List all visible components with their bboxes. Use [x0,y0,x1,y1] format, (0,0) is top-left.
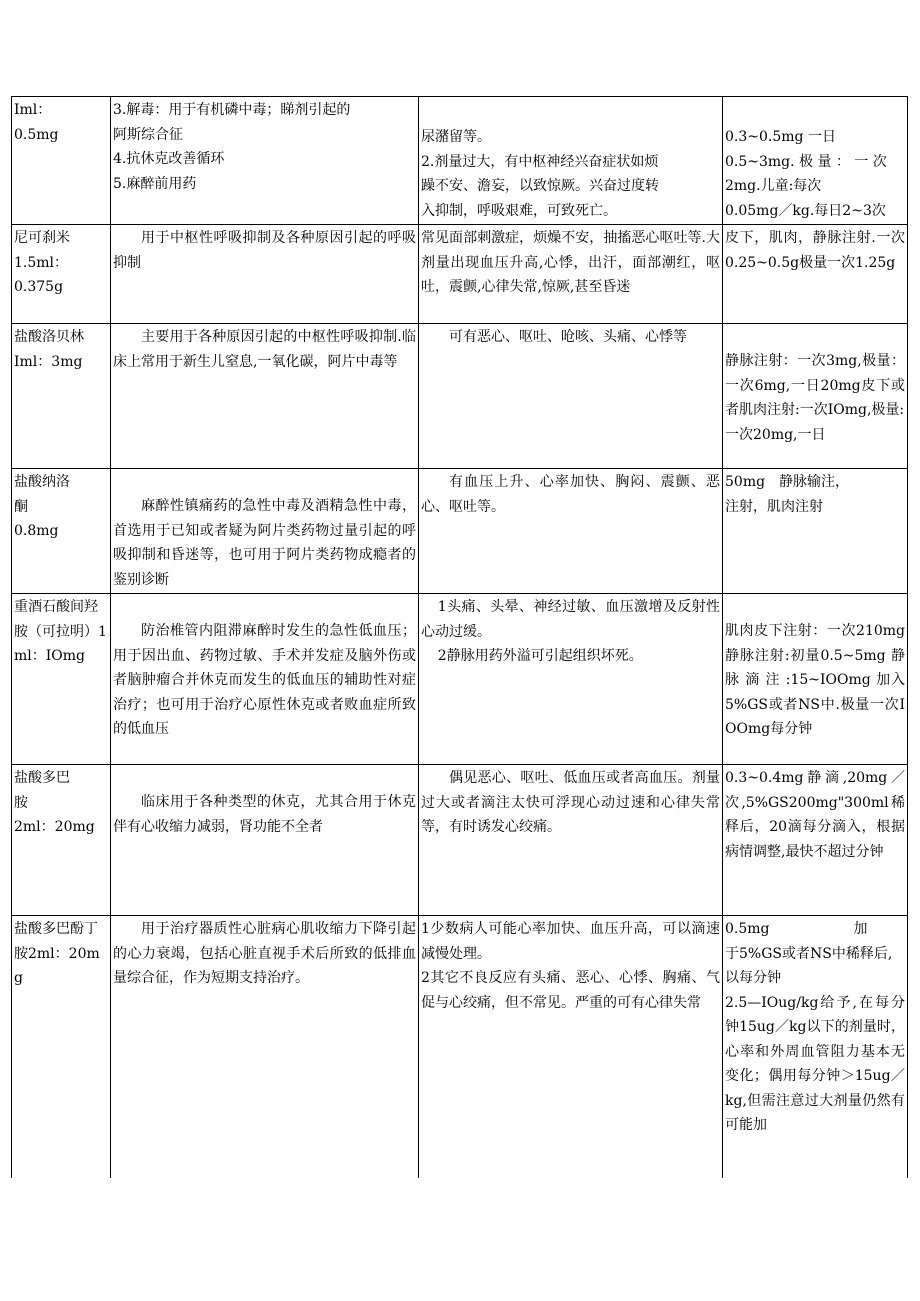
adverse-effect-cell [419,97,723,225]
dosage-text: 皮下，肌肉，静脉注射.一次0.25~0.5g极量一次1.25g [725,230,905,271]
indication-text: 3.解毒：用于有机磷中毒；睇剂引起的 [113,102,351,118]
drug-name-cell [12,765,111,916]
adverse-effect-text: 可有恶心、呕吐、呛咳、头痛、心悸等 [449,329,687,345]
adverse-effect-cell [419,225,723,324]
adverse-effect-cell [419,469,723,594]
indication-text: 4.抗休克改善循环 [113,151,225,167]
adverse-effect-cell [419,594,723,765]
drug-name-text: 盐酸多巴 [14,770,70,786]
adverse-effect-text: 偶见恶心、呕吐、低血压或者高血压。剂量过大或者滴注太快可浮现心动过速和心律失常等，有时诱发心绞痛。 [421,770,720,835]
drug-name-text: 0.375g [14,279,64,295]
indication-cell [111,469,419,594]
drug-name-text: 重酒石酸间羟胺（可拉明）1ml：IOmg [14,599,107,664]
dosage-cell [723,97,908,225]
dosage-text: 0.3~0.4mg静滴,20mg／次,5%GS200mg"300ml稀释后，20滴每分滴入，根据病情调整,最快不超过分钟 [725,770,905,860]
adverse-effect-cell [419,765,723,916]
adverse-effect-text: 有血压上升、心率加快、胸闷、震颤、恶心、呕吐等。 [421,474,720,515]
drug-name-text: 0.8mg [14,523,59,539]
table-row [12,97,908,225]
dosage-cell [723,594,908,765]
table-row [12,765,908,916]
drug-name-text: 尼可刹米 [14,230,70,246]
dosage-text: 0.3~0.5mg 一日 [725,129,836,145]
indication-text: 5.麻醉前用药 [113,175,197,192]
dosage-cell [723,469,908,594]
table-row [12,324,908,469]
dosage-cell [723,916,908,1178]
drug-name-text: 胺 [14,794,28,811]
indication-text: 阿斯综合征 [113,126,183,143]
dosage-cell [723,324,908,469]
adverse-effect-cell [419,324,723,469]
drug-name-text: 酮 [14,498,28,515]
adverse-effect-text: 1少数病人可能心率加快、血压升高，可以滴速减慢处理。 [421,921,720,962]
dosage-text: 0.5mg 加 [725,921,868,937]
dosage-text: 0.5~3mg. 极 量 ： 一 次 [725,153,887,170]
drug-name-text: Iml： [14,102,52,118]
drug-name-cell [12,225,111,324]
drug-name-text: Iml：3mg [14,353,83,370]
drug-name-cell [12,324,111,469]
indication-cell [111,97,419,225]
indication-text: 用于治疗器质性心脏病心肌收缩力下降引起的心力衰竭，包括心脏直视手术后所致的低排血量综合征，作为短期支持治疗。 [113,921,416,986]
dosage-text: 静脉注射：一次3mg,极量：一次6mg,一日20mg皮下或者肌肉注射:一次IOmg,极量: [725,353,905,418]
indication-cell [111,225,419,324]
drug-table [11,96,908,1178]
indication-text: 麻醉性镇痛药的急性中毒及酒精急性中毒，首选用于已知或者疑为阿片类药物过量引起的呼吸抑制和昏迷等，也可用于阿片类药物成瘾者的鉴别诊断 [113,498,416,588]
dosage-text: 2.5—IOug/kg给予,在每分钟15ug／kg以下的剂量时，心率和外周血管阻力基本无变化；偶用每分钟＞15ug／kg,但需注意过大剂量仍然有可能加 [725,994,905,1133]
indication-cell [111,916,419,1178]
dosage-text: 一次20mg,一日 [725,426,826,443]
indication-cell [111,765,419,916]
drug-name-cell [12,594,111,765]
indication-text: 临床用于各种类型的休克，尤其合用于休克伴有心收缩力减弱，肾功能不全者 [113,794,416,835]
dosage-text: 于5%GS或者NS中稀释后,以每分钟 [725,945,893,986]
indication-cell [111,324,419,469]
adverse-effect-text: 入抑制，呼吸艰难，可致死亡。 [421,202,617,219]
dosage-cell [723,765,908,916]
drug-name-text: 0.5mg [14,126,59,143]
indication-text: 防治椎管内阻滞麻醉时发生的急性低血压；用于因出血、药物过敏、手术并发症及脑外伤或者脑肿瘤合并休克而发生的低血压的辅助性对症治疗；也可用于治疗心原性休克或者败血症所致的低血压 [113,623,416,737]
dosage-text: 注射，肌肉注射 [725,498,823,515]
table-row [12,594,908,765]
drug-name-cell [12,97,111,225]
drug-name-text: 盐酸纳洛 [14,474,70,490]
adverse-effect-text: 2其它不良反应有头痛、恶心、心悸、胸痛、气促与心绞痛，但不常见。严重的可有心律失常 [421,970,720,1011]
drug-name-text: 1.5ml： [14,254,69,271]
drug-name-text: 盐酸洛贝林 [14,329,84,345]
adverse-effect-text: 2.剂量过大，有中枢神经兴奋症状如烦 [421,153,659,170]
table-row [12,225,908,324]
drug-name-cell [12,916,111,1178]
indication-text: 主要用于各种原因引起的中枢性呼吸抑制.临床上常用于新生儿窒息,一氧化碳，阿片中毒等 [113,329,416,370]
table-row [12,469,908,594]
dosage-text: 肌肉皮下注射：一次210mg静脉注射:初量0.5~5mg 静 脉 滴 注 :15~IOOmg 加入5%GS或者NS中.极量一次IOOmg每分钟 [725,623,910,737]
adverse-effect-text: 常见面部刺激症，烦燥不安，抽搐恶心呕吐等.大剂量出现血压升高,心悸，出汗，面部潮红，呕吐，震颤,心律失常,惊厥,甚至昏迷 [421,230,720,295]
indication-cell [111,594,419,765]
drug-name-text: 盐酸多巴酚丁胺2ml：20mg [14,921,100,986]
dosage-text: 0.05mg／kg.每日2~3次 [725,202,886,219]
adverse-effect-cell [419,916,723,1178]
table-row [12,916,908,1178]
adverse-effect-text: 2静脉用药外溢可引起组织坏死。 [437,648,643,664]
dosage-cell [723,225,908,324]
indication-text: 用于中枢性呼吸抑制及各种原因引起的呼吸抑制 [113,230,416,271]
adverse-effect-text: 尿潴留等。 [421,129,491,145]
dosage-text: 2mg.儿童:每次 [725,178,822,194]
adverse-effect-text: 1头痛、头晕、神经过敏、血压激增及反射性心动过缓。 [421,599,720,640]
adverse-effect-text: 躁不安、澹妄，以致惊厥。兴奋过度转 [421,178,659,194]
dosage-text: 50mg 静脉输注， [725,474,850,490]
drug-name-text: 2ml：20mg [14,819,95,835]
drug-name-cell [12,469,111,594]
